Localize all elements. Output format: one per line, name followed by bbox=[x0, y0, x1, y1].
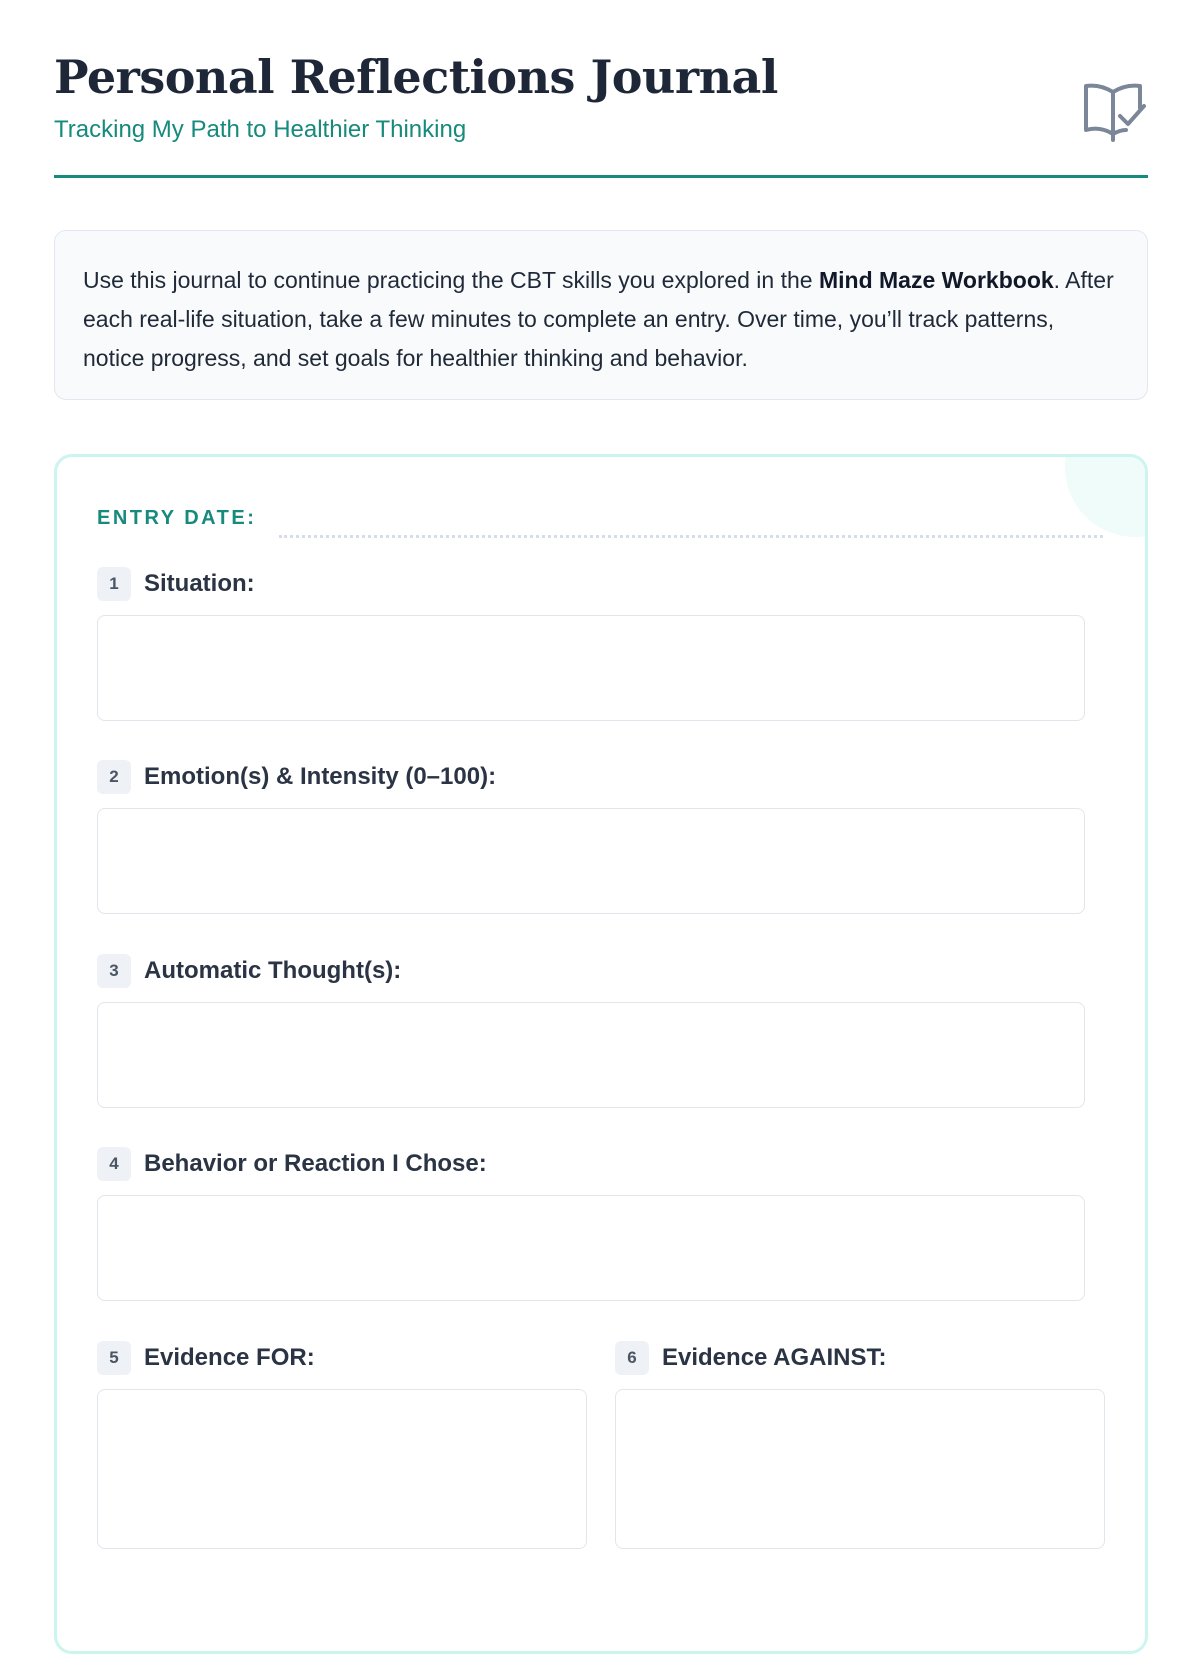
field-label-automatic-thoughts: Automatic Thought(s): bbox=[144, 957, 402, 984]
field-number-badge: 3 bbox=[97, 954, 131, 988]
field-automatic-thoughts bbox=[97, 954, 1085, 988]
field-label-emotions: Emotion(s) & Intensity (0–100): bbox=[144, 763, 497, 790]
intro-text-end: . After each real-life situation, take a few minutes to complete an entry. Over time, you’ll track patterns, notice progress, and set goals for healthier thinking and behavior. bbox=[83, 267, 1114, 371]
open-book-check-icon bbox=[1082, 80, 1148, 144]
automatic-thoughts-input[interactable] bbox=[97, 1002, 1085, 1108]
workbook-name: Mind Maze Workbook bbox=[818, 267, 1054, 293]
field-behavior bbox=[97, 1147, 1085, 1181]
page-title: Personal Reflections Journal bbox=[54, 50, 778, 104]
field-number-badge: 6 bbox=[615, 1341, 649, 1375]
page-header bbox=[54, 0, 1148, 178]
field-evidence-against bbox=[615, 1341, 1105, 1375]
intro-box bbox=[54, 230, 1148, 400]
entry-date-label: ENTRY DATE: bbox=[97, 507, 257, 529]
field-emotions bbox=[97, 760, 1085, 794]
field-evidence-for bbox=[97, 1341, 587, 1375]
field-label-evidence-against: Evidence AGAINST: bbox=[662, 1344, 887, 1371]
field-number-badge: 1 bbox=[97, 567, 131, 601]
evidence-for-input[interactable] bbox=[97, 1389, 587, 1549]
evidence-against-input[interactable] bbox=[615, 1389, 1105, 1549]
field-label-behavior: Behavior or Reaction I Chose: bbox=[144, 1150, 487, 1177]
field-label-situation: Situation: bbox=[144, 570, 255, 597]
situation-input[interactable] bbox=[97, 615, 1085, 721]
journal-page bbox=[54, 0, 1148, 1371]
entry-date-input[interactable] bbox=[279, 535, 1103, 538]
field-number-badge: 2 bbox=[97, 760, 131, 794]
journal-entry-card bbox=[54, 454, 1148, 1654]
page-subtitle: Tracking My Path to Healthier Thinking bbox=[54, 116, 467, 143]
field-label-evidence-for: Evidence FOR: bbox=[144, 1344, 315, 1371]
intro-text-start: Use this journal to continue practicing the CBT skills you explored in the bbox=[83, 267, 819, 293]
card-corner-decoration bbox=[1065, 454, 1148, 537]
emotions-input[interactable] bbox=[97, 808, 1085, 914]
behavior-input[interactable] bbox=[97, 1195, 1085, 1301]
field-situation bbox=[97, 567, 1085, 601]
field-number-badge: 4 bbox=[97, 1147, 131, 1181]
field-number-badge: 5 bbox=[97, 1341, 131, 1375]
